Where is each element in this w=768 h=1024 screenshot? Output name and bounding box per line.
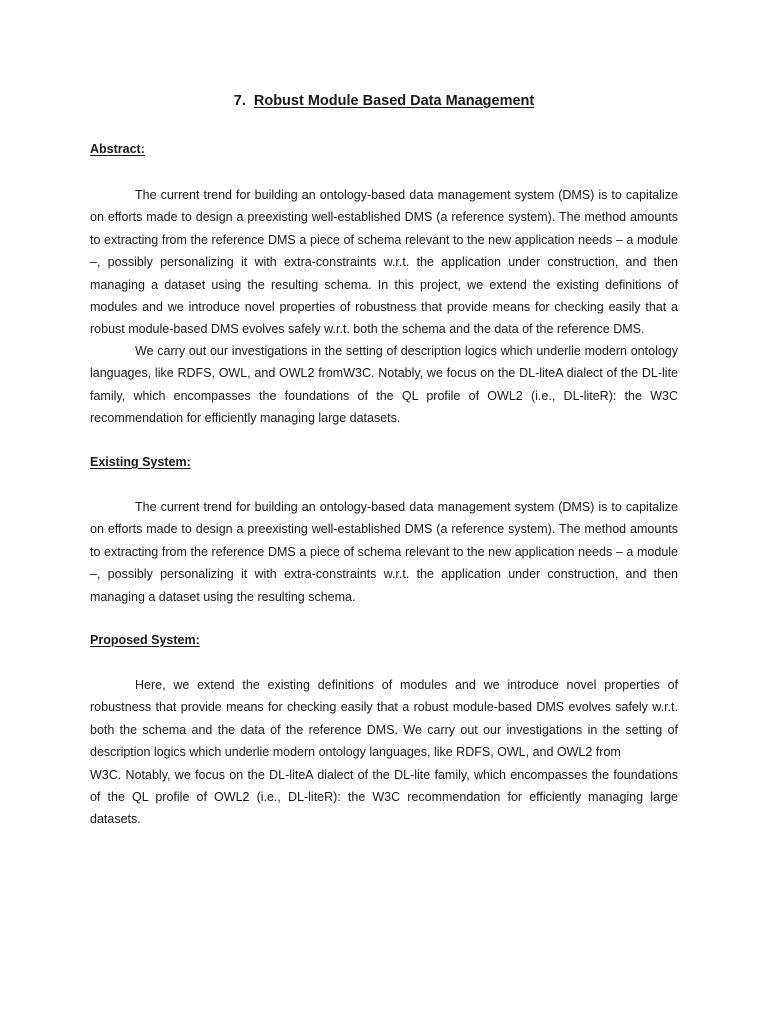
proposed-system-heading: Proposed System: (90, 633, 200, 647)
existing-system-heading: Existing System: (90, 455, 191, 469)
proposed-system-paragraph-part-1: Here, we extend the existing definitions of modules and we introduce novel properties of robustness that provide means for checking easily that a robust module-based DMS evolves safely w.r.t. both the schema and the data of the reference DMS. We carry out our investigations in the setting of description logics which underlie modern ontology languages, like RDFS, OWL, and OWL2 from (90, 678, 678, 760)
title-number: 7. (233, 93, 246, 109)
proposed-system-paragraph (90, 674, 678, 831)
proposed-system-paragraph-part-2: W3C. Notably, we focus on the DL-liteA dialect of the DL-lite family, which encompasses the foundations of the QL profile of OWL2 (i.e., DL-liteR): the W3C recommendation for efficiently managing large datasets. (90, 767, 678, 827)
existing-system-paragraph: The current trend for building an ontology-based data management system (DMS) is to capitalize on efforts made to design a preexisting well-established DMS (a reference system). The method amounts to extracting from the reference DMS a piece of schema relevant to the new application needs – a module –, possibly personalizing it with extra-constraints w.r.t. the application under construction, and then managing a dataset using the resulting schema. (90, 500, 678, 604)
document-title (0, 91, 768, 111)
abstract-paragraph-1: The current trend for building an ontology-based data management system (DMS) is to capitalize on efforts made to design a preexisting well-established DMS (a reference system). The method amounts to extracting from the reference DMS a piece of schema relevant to the new application needs – a module –, possibly personalizing it with extra-constraints w.r.t. the application under construction, and then managing a dataset using the resulting schema. In this project, we extend the existing definitions of modules and we introduce novel properties of robustness that provide means for checking easily that a robust module-based DMS evolves safely w.r.t. both the schema and the data of the reference DMS. (90, 188, 678, 337)
title-text: Robust Module Based Data Management (253, 93, 535, 109)
abstract-paragraph-2: We carry out our investigations in the setting of description logics which underlie modern ontology languages, like RDFS, OWL, and OWL2 fromW3C. Notably, we focus on the DL-liteA dialect of the DL-lite family, which encompasses the foundations of the QL profile of OWL2 (i.e., DL-liteR): the W3C recommendation for efficiently managing large datasets. (90, 344, 678, 426)
abstract-heading: Abstract: (90, 142, 145, 156)
